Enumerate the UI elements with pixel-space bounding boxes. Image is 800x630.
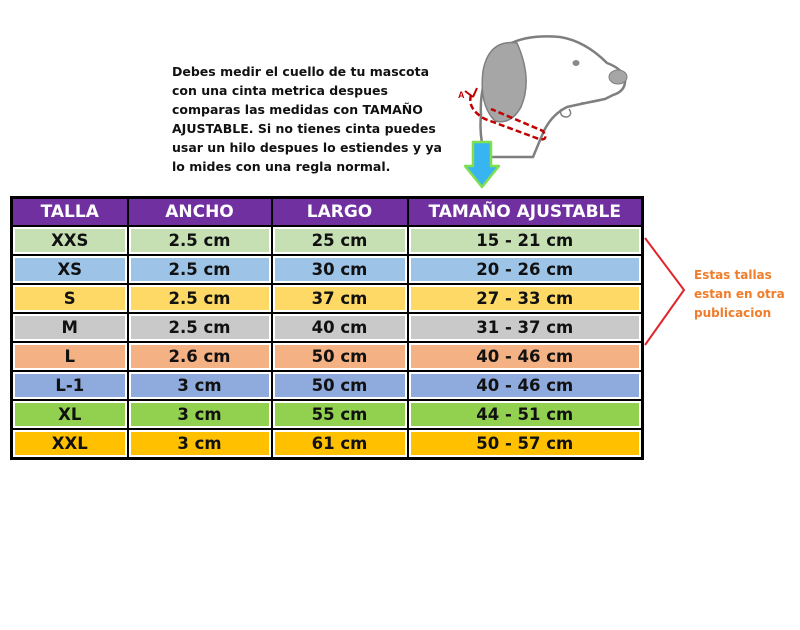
- cell-talla: [12, 429, 128, 459]
- cell-ancho-value: 3 cm: [131, 432, 269, 455]
- cell-tamano-ajustable-value: 31 - 37 cm: [411, 316, 640, 339]
- cell-talla-value: XXL: [15, 432, 125, 455]
- bracket-icon: [640, 234, 692, 349]
- cell-tamano-ajustable-value: 27 - 33 cm: [411, 287, 640, 310]
- cell-tamano-ajustable-value: 20 - 26 cm: [411, 258, 640, 281]
- cell-largo-value: 50 cm: [275, 374, 405, 397]
- measure-point-label: A: [458, 90, 465, 100]
- cell-largo-value: 25 cm: [275, 229, 405, 252]
- cell-ancho-value: 3 cm: [131, 403, 269, 426]
- cell-tamano-ajustable: [408, 371, 643, 400]
- cell-largo: [272, 429, 408, 459]
- cell-ancho-value: 2.5 cm: [131, 287, 269, 310]
- down-arrow-icon: [463, 140, 501, 190]
- cell-largo: [272, 371, 408, 400]
- cell-ancho: [128, 400, 272, 429]
- cell-ancho-value: 2.5 cm: [131, 258, 269, 281]
- cell-tamano-ajustable: [408, 284, 643, 313]
- cell-largo: [272, 284, 408, 313]
- cell-ancho-value: 2.6 cm: [131, 345, 269, 368]
- cell-talla: [12, 371, 128, 400]
- cell-largo: [272, 400, 408, 429]
- table-row: [12, 429, 643, 459]
- cell-largo: [272, 255, 408, 284]
- cell-largo-value: 61 cm: [275, 432, 405, 455]
- table-row: [12, 400, 643, 429]
- header-largo: LARGO: [272, 198, 408, 227]
- header-talla: TALLA: [12, 198, 128, 227]
- cell-largo-value: 40 cm: [275, 316, 405, 339]
- cell-ancho: [128, 255, 272, 284]
- cell-tamano-ajustable: [408, 429, 643, 459]
- cell-largo-value: 37 cm: [275, 287, 405, 310]
- cell-talla: [12, 342, 128, 371]
- cell-ancho-value: 2.5 cm: [131, 229, 269, 252]
- cell-tamano-ajustable-value: 15 - 21 cm: [411, 229, 640, 252]
- cell-talla: [12, 226, 128, 255]
- other-sizes-note: Estas tallas estan en otra publicacion: [694, 268, 785, 320]
- cell-tamano-ajustable-value: 40 - 46 cm: [411, 374, 640, 397]
- cell-tamano-ajustable: [408, 255, 643, 284]
- table-row: [12, 226, 643, 255]
- table-row: [12, 313, 643, 342]
- cell-ancho: [128, 313, 272, 342]
- header-ancho: ANCHO: [128, 198, 272, 227]
- cell-ancho-value: 2.5 cm: [131, 316, 269, 339]
- cell-ancho: [128, 371, 272, 400]
- cell-tamano-ajustable: [408, 400, 643, 429]
- cell-talla: [12, 255, 128, 284]
- cell-ancho: [128, 226, 272, 255]
- cell-largo-value: 55 cm: [275, 403, 405, 426]
- cell-largo: [272, 226, 408, 255]
- cell-tamano-ajustable-value: 44 - 51 cm: [411, 403, 640, 426]
- cell-talla-value: S: [15, 287, 125, 310]
- header-tamano-ajustable: TAMAÑO AJUSTABLE: [408, 198, 643, 227]
- size-table: [10, 196, 644, 460]
- cell-talla: [12, 284, 128, 313]
- table-row: [12, 342, 643, 371]
- cell-largo-value: 50 cm: [275, 345, 405, 368]
- cell-ancho-value: 3 cm: [131, 374, 269, 397]
- dog-nose: [609, 70, 627, 84]
- cell-ancho: [128, 429, 272, 459]
- cell-tamano-ajustable-value: 40 - 46 cm: [411, 345, 640, 368]
- cell-tamano-ajustable: [408, 226, 643, 255]
- cell-talla: [12, 400, 128, 429]
- cell-talla-value: XXS: [15, 229, 125, 252]
- cell-talla-value: L-1: [15, 374, 125, 397]
- cell-ancho: [128, 342, 272, 371]
- cell-largo-value: 30 cm: [275, 258, 405, 281]
- cell-largo: [272, 313, 408, 342]
- measure-instructions: Debes medir el cuello de tu mascota con una cinta metrica despues comparas las medidas con TAMAÑO AJUSTABLE. Si no tienes cinta puedes usar un hilo despues lo estiendes y ya lo mides con una regla normal.: [172, 64, 442, 174]
- cell-tamano-ajustable: [408, 342, 643, 371]
- cell-ancho: [128, 284, 272, 313]
- dog-eye: [573, 60, 580, 66]
- table-row: [12, 371, 643, 400]
- cell-talla-value: XL: [15, 403, 125, 426]
- cell-tamano-ajustable-value: 50 - 57 cm: [411, 432, 640, 455]
- table-row: [12, 284, 643, 313]
- cell-talla: [12, 313, 128, 342]
- cell-talla-value: L: [15, 345, 125, 368]
- dog-ear: [482, 43, 526, 122]
- table-header-row: [12, 198, 643, 227]
- table-row: [12, 255, 643, 284]
- cell-talla-value: M: [15, 316, 125, 339]
- cell-tamano-ajustable: [408, 313, 643, 342]
- cell-largo: [272, 342, 408, 371]
- cell-talla-value: XS: [15, 258, 125, 281]
